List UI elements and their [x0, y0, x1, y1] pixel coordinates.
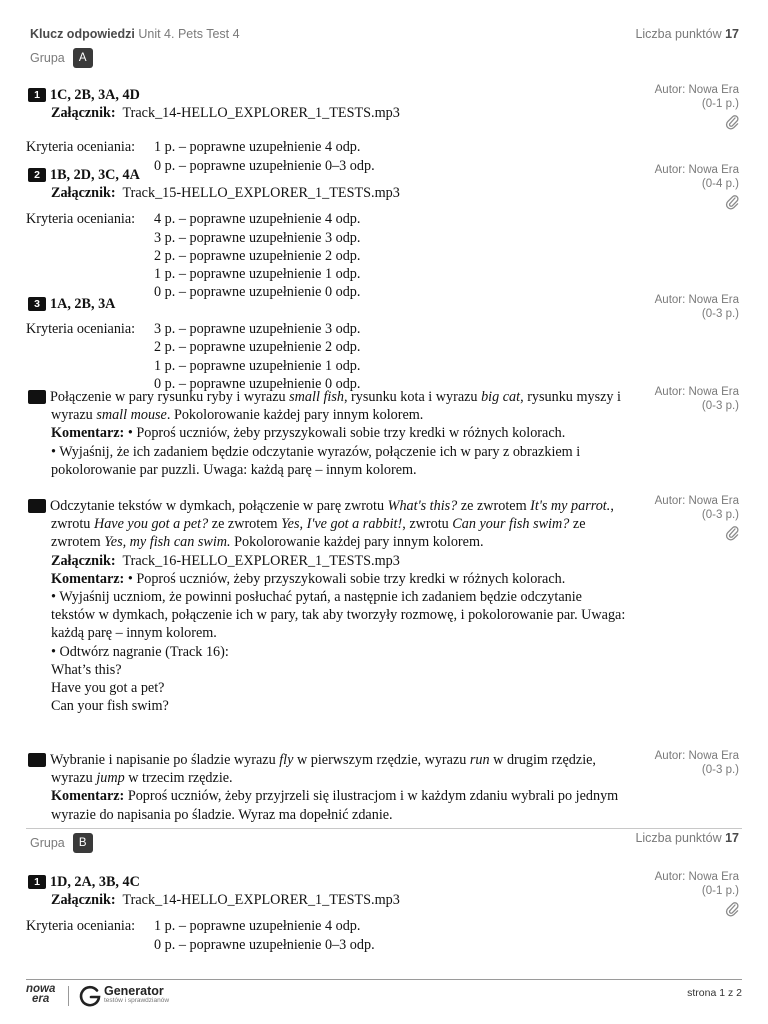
comment-text: • Poproś uczniów, żeby przyszykowali sobie trzy kredki w różnych kolorach.: [127, 570, 566, 587]
criteria-label: Kryteria oceniania:: [26, 918, 136, 935]
page-footer: [26, 984, 742, 1014]
criteria-line: 1 p. – poprawne uzupełnienie 1 odp.: [154, 357, 361, 374]
header-title-bold: Klucz odpowiedzi: [30, 27, 135, 41]
task-number: 6: [28, 753, 46, 767]
task-answer: 1D, 2A, 3B, 4C: [50, 874, 140, 890]
task-number: 5: [28, 499, 46, 513]
task-a2-meta: Autor: Nowa Era (0-4 p.): [655, 164, 739, 215]
paperclip-icon[interactable]: [725, 901, 739, 922]
criteria-line: 2 p. – poprawne uzupełnienie 2 odp.: [154, 339, 361, 356]
header-title: Unit 4. Pets Test 4: [138, 27, 240, 41]
criteria-line: 4 p. – poprawne uzupełnienie 4 odp.: [154, 211, 361, 228]
total-points: Liczba punktów 17: [635, 27, 739, 41]
group-badge: A: [73, 48, 93, 68]
group-a-label: Grupa A: [30, 48, 93, 68]
group-badge: B: [73, 833, 93, 853]
generator-logo-text: Generator testów i sprawdzianów: [104, 984, 170, 1004]
comment-label: Komentarz:: [51, 570, 125, 587]
recording-line: Have you got a pet?: [51, 680, 165, 697]
attachment-link[interactable]: Track_14-HELLO_EXPLORER_1_TESTS.mp3: [122, 892, 400, 909]
attachment-link[interactable]: Track_16-HELLO_EXPLORER_1_TESTS.mp3: [122, 552, 400, 569]
footer-divider: [26, 979, 742, 980]
task-a1-meta: Autor: Nowa Era (0-1 p.): [655, 84, 739, 135]
task-a3: [26, 295, 626, 393]
task-a3-meta: Autor: Nowa Era (0-3 p.): [654, 294, 739, 320]
task-number: 3: [28, 297, 46, 311]
task-a1: 1 1C, 2B, 3A, 4D Załącznik: Track_14-HELLO_EXPLORER_1_TESTS.mp3 Kryteria oceniania: 1 p. – poprawne uzupełnienie 4 odp. 0 p. – poprawne uzupełnienie 0–3 odp.: [26, 87, 400, 174]
section-divider: [26, 828, 742, 829]
group-b-label: Grupa B: [30, 833, 93, 853]
attachment-link[interactable]: Track_14-HELLO_EXPLORER_1_TESTS.mp3: [122, 105, 400, 122]
task-a4: 4 Połączenie w pary rysunku ryby i wyrazu small fish, rysunku kota i wyrazu big cat, rysunku myszy i wyrazu small mouse. Pokolorowanie każdej pary innym kolorem. Komentarz: • Poproś uczniów, żeby przyszykowali sobie trzy kredki w różnych kolorach. • Wyjaśnij, że ich zadaniem będzie odczytanie wyrazów, połączenie ich w pary z obrazkiem i pokolorowanie par puzzli. Uwaga: każdą parę – innym kolorem.: [26, 388, 626, 479]
recording-line: What’s this?: [51, 661, 122, 678]
document-header: [30, 27, 739, 41]
criteria-line: 0 p. – poprawne uzupełnienie 0–3 odp.: [154, 936, 375, 953]
group-b-points: Liczba punktów 17: [635, 831, 739, 845]
criteria-line: 3 p. – poprawne uzupełnienie 3 odp.: [154, 321, 361, 338]
task-number: 1: [28, 875, 46, 889]
attachment-link[interactable]: Track_15-HELLO_EXPLORER_1_TESTS.mp3: [122, 185, 400, 202]
paperclip-icon[interactable]: [725, 525, 739, 546]
task-b1-meta: Autor: Nowa Era (0-1 p.): [655, 871, 739, 922]
criteria-line: 2 p. – poprawne uzupełnienie 2 odp.: [154, 247, 361, 264]
paperclip-icon[interactable]: [725, 114, 739, 135]
task-a4-meta: Autor: Nowa Era (0-3 p.): [654, 386, 739, 412]
task-number: 1: [28, 88, 46, 102]
task-answer: 1C, 2B, 3A, 4D: [50, 87, 140, 103]
task-answer: 1A, 2B, 3A: [50, 296, 116, 312]
comment-text: • Wyjaśnij uczniom, że powinni posłuchać pytań, a następnie ich zadaniem będzie odczytanie tekstów w dymkach, połączenie ich w pary, tak aby tworzyły rozmowę, i pokolorowanie par. Uwaga: każdą parę – innym kolorem.: [51, 589, 626, 642]
nowa-era-logo: nowa era: [26, 983, 56, 1005]
criteria-label: Kryteria oceniania:: [26, 321, 136, 338]
task-number: 2: [28, 168, 46, 182]
comment-text: Poproś uczniów, żeby przyjrzeli się ilustracjom i w każdym zdaniu wybrali po jednym wyrazie do napisania po śladzie. Wyraz ma dopełnić zdanie.: [51, 788, 619, 823]
criteria-line: 0 p. – poprawne uzupełnienie 0 odp.: [154, 284, 361, 301]
criteria-line: 3 p. – poprawne uzupełnienie 3 odp.: [154, 229, 361, 246]
comment-text: • Odtwórz nagranie (Track 16):: [51, 643, 229, 660]
criteria-line: 1 p. – poprawne uzupełnienie 4 odp.: [154, 918, 361, 935]
criteria-line: 0 p. – poprawne uzupełnienie 0 odp.: [154, 375, 361, 392]
logo-separator: [68, 986, 69, 1006]
paperclip-icon[interactable]: [725, 194, 739, 215]
task-number: 4: [28, 390, 46, 404]
task-a6: 6 Wybranie i napisanie po śladzie wyrazu fly w pierwszym rzędzie, wyrazu run w drugim rzędzie, wyrazu jump w trzecim rzędzie. Komentarz: Poproś uczniów, żeby przyjrzeli się ilustracjom i w każdym zdaniu wybrali po jednym wyrazie do napisania po śladzie. Wyraz ma dopełnić zdanie.: [21, 752, 619, 823]
criteria-line: 0 p. – poprawne uzupełnienie 0–3 odp.: [154, 157, 375, 174]
comment-label: Komentarz:: [51, 425, 125, 442]
criteria-label: Kryteria oceniania:: [26, 211, 136, 228]
criteria-label: Kryteria oceniania:: [26, 139, 136, 156]
task-a6-meta: Autor: Nowa Era (0-3 p.): [654, 750, 739, 776]
comment-text: • Poproś uczniów, żeby przyszykowali sobie trzy kredki w różnych kolorach.: [127, 425, 566, 442]
criteria-line: 1 p. – poprawne uzupełnienie 1 odp.: [154, 266, 361, 283]
recording-line: Can your fish swim?: [51, 698, 169, 715]
comment-text: • Wyjaśnij, że ich zadaniem będzie odczytanie wyrazów, połączenie ich w pary z obrazkiem i pokolorowanie par puzzli. Uwaga: każdą parę – innym kolorem.: [51, 443, 581, 478]
task-answer: 1B, 2D, 3C, 4A: [50, 167, 140, 183]
task-a5: 5 Odczytanie tekstów w dymkach, połączenie w parę zwrotu What's this? ze zwrotem It's my parrot., zwrotu Have you got a pet? ze zwrotem Yes, I've got a rabbit!, zwrotu Can your fish swim? ze zwrotem Yes, my fish can swim. Pokolorowanie każdej pary innym kolorem. Załącznik: Track_16-HELLO_EXPLORER_1_TESTS.mp3 Komentarz: • Poproś uczniów, żeby przyszykowali sobie trzy kredki w różnych kolorach. • Wyjaśnij uczniom, że powinni posłuchać pytań, a następnie ich zadaniem będzie odczytanie tekstów w dymkach, połączenie ich w pary, tak aby tworzyły rozmowę, i pokolorowanie par. Uwaga: każdą parę – innym kolorem. • Odtwórz nagranie (Track 16): What’s this? Have you got a pet? Can your fish swim?: [21, 498, 626, 715]
page-number: strona 1 z 2: [687, 987, 742, 999]
generator-logo-icon: [78, 984, 102, 1013]
task-a5-meta: Autor: Nowa Era (0-3 p.): [655, 495, 739, 546]
criteria-line: 1 p. – poprawne uzupełnienie 4 odp.: [154, 139, 361, 156]
task-b1: 1 1D, 2A, 3B, 4C Załącznik: Track_14-HELLO_EXPLORER_1_TESTS.mp3 Kryteria oceniania: 1 p. – poprawne uzupełnienie 4 odp. 0 p. – poprawne uzupełnienie 0–3 odp.: [26, 874, 400, 953]
task-a2: 2 1B, 2D, 3C, 4A Załącznik: Track_15-HELLO_EXPLORER_1_TESTS.mp3 Kryteria oceniania: 4 p. – poprawne uzupełnienie 4 odp. 3 p. – poprawne uzupełnienie 3 odp. 2 p. – poprawne uzupełnienie 2 odp. 1 p. – poprawne uzupełnienie 1 odp. 0 p. – poprawne uzupełnienie 0 odp.: [26, 167, 400, 301]
comment-label: Komentarz:: [51, 788, 125, 805]
